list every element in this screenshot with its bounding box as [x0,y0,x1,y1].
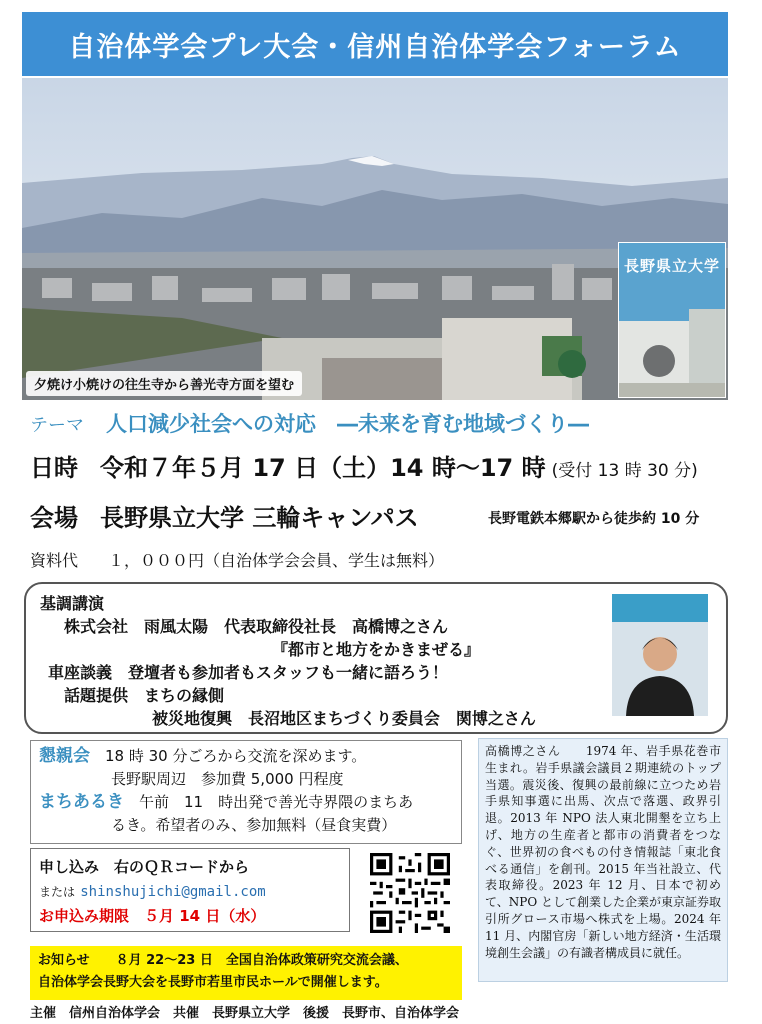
theme-text: 人口減少社会への対応 ―未来を育む地域づくり― [106,412,589,436]
book-title: 長野県立大学 [623,257,720,275]
date-note: (受付 13 時 30 分) [551,461,698,481]
banner-title: 自治体学会プレ大会・信州自治体学会フォーラム [22,12,728,76]
keynote-heading: 基調講演 [40,594,105,613]
keynote-box [24,582,728,734]
walk-line-2: るき。希望者のみ、参加無料（昼食実費） [111,816,397,834]
keynote-speaker: 株式会社 雨風太陽 代表取締役社長 高橋博之さん [64,617,449,636]
walk-line-1: 午前 11 時出発で善光寺界隈のまちあ [139,793,414,811]
or-label: または [39,885,76,899]
photo-caption: 夕焼け小焼けの往生寺から善光寺方面を望む [26,371,302,396]
notice-line-2: 自治体学会長野大会を長野市若里市民ホールで開催します。 [38,975,388,990]
hero-photo [22,78,728,400]
speaker-photo [612,594,708,716]
event-date [30,448,698,483]
fee-line [30,548,444,571]
venue-access: 長野電鉄本郷駅から徒歩約 10 分 [488,511,700,527]
party-line-1: 18 時 30 分ごろから交流を深めます。 [105,747,367,765]
speaker-bio: 高橋博之さん 1974 年、岩手県花巻市生まれ。岩手県議会議員２期連続のトップ当選。震災後、復興の最前線に立つため岩手県知事選に出馬、次点で落選、政界引退。2013 年 NPO 法人東北開墾を立ち上げ、地方の生産者と都市の消費者をつなぐ、世界初の食べもの付き情報誌「東北食べる通信」を創刊。2015 年当社設立、代表取締役。2023 年 12 月、日本で初めて、NPO として創業した企業が東京証券取引所グロース市場へ株式を上場。2024 年 11 月、内閣官房「新しい地方経済・生活環境創生会議」の有識者構成員に就任。 [478,738,728,982]
venue-value: 長野県立大学 三輪キャンパス [100,504,419,532]
notice-box [30,946,462,1000]
fee-label: 資料代 [30,551,79,570]
party-line-2: 長野駅周辺 参加費 5,000 円程度 [111,770,344,788]
venue-label: 会場 [30,504,78,532]
event-venue [30,498,419,533]
topic-line: 話題提供 まちの縁側 [64,686,225,705]
qr-code[interactable] [370,853,450,933]
keynote-title: 『都市と地方をかきまぜる』 [272,640,481,659]
fee-value: １，０００円（自治体学会会員、学生は無料） [108,551,445,570]
talk-session: 車座談義 登壇者も参加者もスタッフも一緒に語ろう！ [48,663,449,682]
theme-label: テーマ [30,415,84,436]
social-events-box [30,740,462,844]
party-label: 懇親会 [39,746,90,766]
theme-line [30,408,589,438]
speaker-image [612,594,708,716]
topic-line-2: 被災地復興 長沼地区まちづくり委員会 関博之さん [152,709,536,728]
apply-email-link[interactable]: shinshujichi@gmail.com [80,884,266,900]
organizers-footer: 主催 信州自治体学会 共催 長野県立大学 後援 長野市、自治体学会 [30,1006,460,1021]
university-book-cover [618,242,726,398]
date-value: 令和７年５月 17 日（土）14 時〜17 時 [100,454,546,482]
date-label: 日時 [30,454,78,482]
apply-qr-line: 申し込み 右のＱＲコードから [39,858,250,876]
notice-line-1: お知らせ ８月 22〜23 日 全国自治体政策研究交流会議、 [38,953,408,968]
deadline: お申込み期限 ５月 14 日（水） [39,907,266,925]
application-box [30,848,350,932]
walk-label: まちあるき [39,792,124,812]
